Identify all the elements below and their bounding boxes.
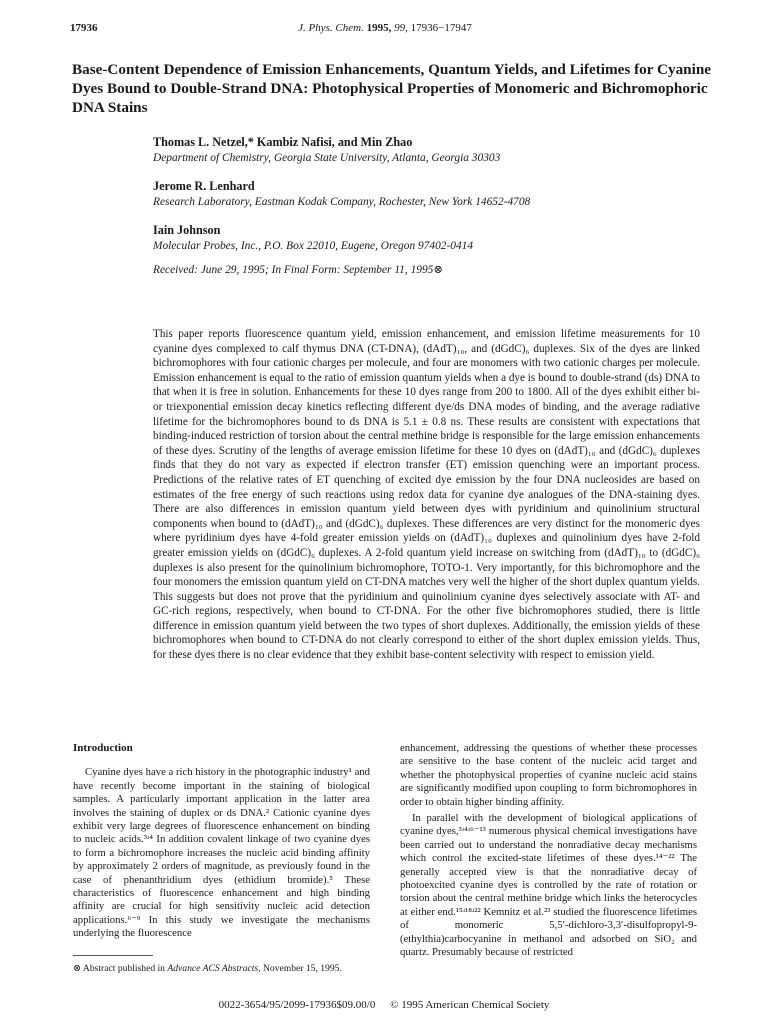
section-heading-introduction: Introduction	[73, 742, 133, 754]
footnote-marker: ⊗	[73, 963, 82, 974]
journal-pages: 17936−17947	[410, 22, 472, 34]
abstract: This paper reports fluorescence quantum yield, emission enhancement, and emission lifetime measurements for 10 cyanine dyes complexed to calf thymus DNA (CT-DNA), (dAdT)₁₀, and (dGdC)₆ duplexes. Six of the dyes are linked bichromophores with four cationic charges per molecule, and four are monomers with two cationic charges per molecule. Emission enhancement is equal to the ratio of emission quantum yields when a dye is bound to double-strand (ds) DNA to that when it is free in solution. Enhancements for these 10 dyes range from 200 to 1800. All of the dyes exhibit either bi- or triexponential emission decay kinetics reflecting different dye/ds DNA modes of binding, and the average radiative lifetime for the bichromophores bound to ds DNA is 5.1 ± 0.8 ns. These results are consistent with expectations that binding-induced restriction of torsion about the central methine bridge is responsible for the large emission enhancements of these dyes. Scrutiny of the lengths of average emission lifetime for these 10 dyes on (dAdT)₁₀ and (dGdC)₆ duplexes finds that they do not vary as expected if electron transfer (ET) emission quenching were an important process. Predictions of the relative rates of ET quenching of excited dye emission by the four DNA nucleosides are based on estimates of the free energy of such reactions using redox data for cyanine dye analogues of the DNA-staining dyes. There are also differences in emission quantum yield between dyes with pyridinium and quinolinium structural components when bound to (dAdT)₁₀ and (dGdC)₆ duplexes. These differences are very distinct for the monomeric dyes where pyridinium dyes have 4-fold greater emission yields on (dAdT)₁₀ duplexes and quinolinium dyes have 2-fold greater emission yields on (dGdC)₆ duplexes. A 2-fold quantum yield increase on switching from (dAdT)₁₀ to (dGdC)₆ duplexes is also present for the quinolinium bichromophore, TOTO-1. Very importantly, for this bichromophore and the four monomers the emission quantum yield on CT-DNA matches very well the higher of the short duplex quantum yields. This suggests but does not prove that the pyridinium and quinolinium cyanine dyes selectively associate with AT- and GC-rich regions, respectively, when bound to CT-DNA. For the other five bichromophores studied, there is little difference in emission quantum yield between the two types of short duplexes. Additionally, the emission yields of these bichromophores when bound to CT-DNA do not clearly correspond to either of the short duplex emission yields. Thus, for these dyes there is no clear evidence that they exhibit base-content selectivity with respect to emission yield.	[153, 328, 700, 662]
author-group	[153, 178, 713, 210]
footnote-divider	[73, 955, 153, 956]
article-title: Base-Content Dependence of Emission Enhancements, Quantum Yields, and Lifetimes for Cyanine Dyes Bound to Double-Strand DNA: Photophysical Properties of Monomeric and Bichromophoric DNA Stains	[72, 61, 712, 116]
intro-paragraph-continued: enhancement, addressing the questions of whether these processes are sensitive to the base content of the nucleic acid target and whether the photophysical properties of cyanine nucleic acid stains are significantly modified upon coupling to form bichromophores in order to obtain higher binding affinity.	[400, 742, 697, 808]
intro-paragraph: In parallel with the development of biological applications of cyanine dyes,³ʴ⁴ʴ⁶⁻¹³ numerous physical chemical investigations have been carried out to understand the nonradiative decay mechanisms which control the excited-state lifetimes of these dyes.¹⁴⁻²² The generally accepted view is that the nonradiative decay of photoexcited cyanine dyes is controlled by the rate of rotation or torsion about the central methine bridge which links the heterocycles at either end.¹⁵ʴ¹⁸ʴ²² Kemnitz et al.²³ studied the fluorescence lifetimes of monomeric 5,5′-dichloro-3,3′-disulfopropyl-9-(ethylthia)carbocyanine in methanol and adsorbed on SiO₂ and quartz. Presumably because of restricted	[400, 812, 697, 959]
footnote-date: November 15, 1995.	[260, 963, 342, 974]
article-code: 0022-3654/95/2099-17936$09.00/0	[218, 999, 376, 1011]
author-affiliation: Molecular Probes, Inc., P.O. Box 22010, Eugene, Oregon 97402-0414	[153, 240, 474, 252]
footnote	[73, 963, 383, 975]
page-number: 17936	[70, 22, 98, 34]
author-affiliation: Department of Chemistry, Georgia State University, Atlanta, Georgia 30303	[153, 152, 501, 164]
copyright: © 1995 American Chemical Society	[390, 999, 550, 1011]
footnote-source: Advance ACS Abstracts,	[167, 963, 261, 974]
received-dates: Received: June 29, 1995; In Final Form: September 11, 1995⊗	[153, 264, 443, 276]
journal-abbrev: J. Phys. Chem.	[298, 22, 364, 34]
footnote-lead: Abstract published in	[81, 963, 168, 974]
right-column	[400, 742, 697, 960]
running-header	[70, 22, 700, 38]
author-names: Jerome R. Lenhard	[153, 179, 255, 193]
authors-block	[153, 134, 713, 278]
page-footer	[0, 999, 768, 1011]
left-column	[73, 742, 370, 941]
intro-paragraph: Cyanine dyes have a rich history in the photographic industry¹ and have recently become important in the staining of biological samples. A particularly important application in the latter area involves the staining of duplex or ds DNA.² Cationic cyanine dyes exhibit very large degrees of fluorescence enhancement on binding to nucleic acids.³ʴ⁴ In addition covalent linkage of two cyanine dyes to form a bichromophore increases the nucleic acid binding affinity by approximately 2 orders of magnitude, as previously found in the case of phenanthridium dyes (ethidium bromide).⁵ These characteristics of fluorescence enhancement and high binding affinity are crucial for high sensitivity nucleic acid detection applications.⁶⁻⁹ In this study we investigate the mechanisms underlying the fluorescence	[73, 766, 370, 940]
journal-volume: 99,	[394, 22, 408, 34]
author-names: Iain Johnson	[153, 223, 221, 237]
journal-citation	[70, 22, 700, 34]
author-group	[153, 134, 713, 166]
author-group	[153, 222, 713, 254]
author-affiliation: Research Laboratory, Eastman Kodak Company, Rochester, New York 14652-4708	[153, 196, 531, 208]
author-names: Thomas L. Netzel,* Kambiz Nafisi, and Min Zhao	[153, 135, 413, 149]
journal-year: 1995,	[366, 22, 392, 34]
